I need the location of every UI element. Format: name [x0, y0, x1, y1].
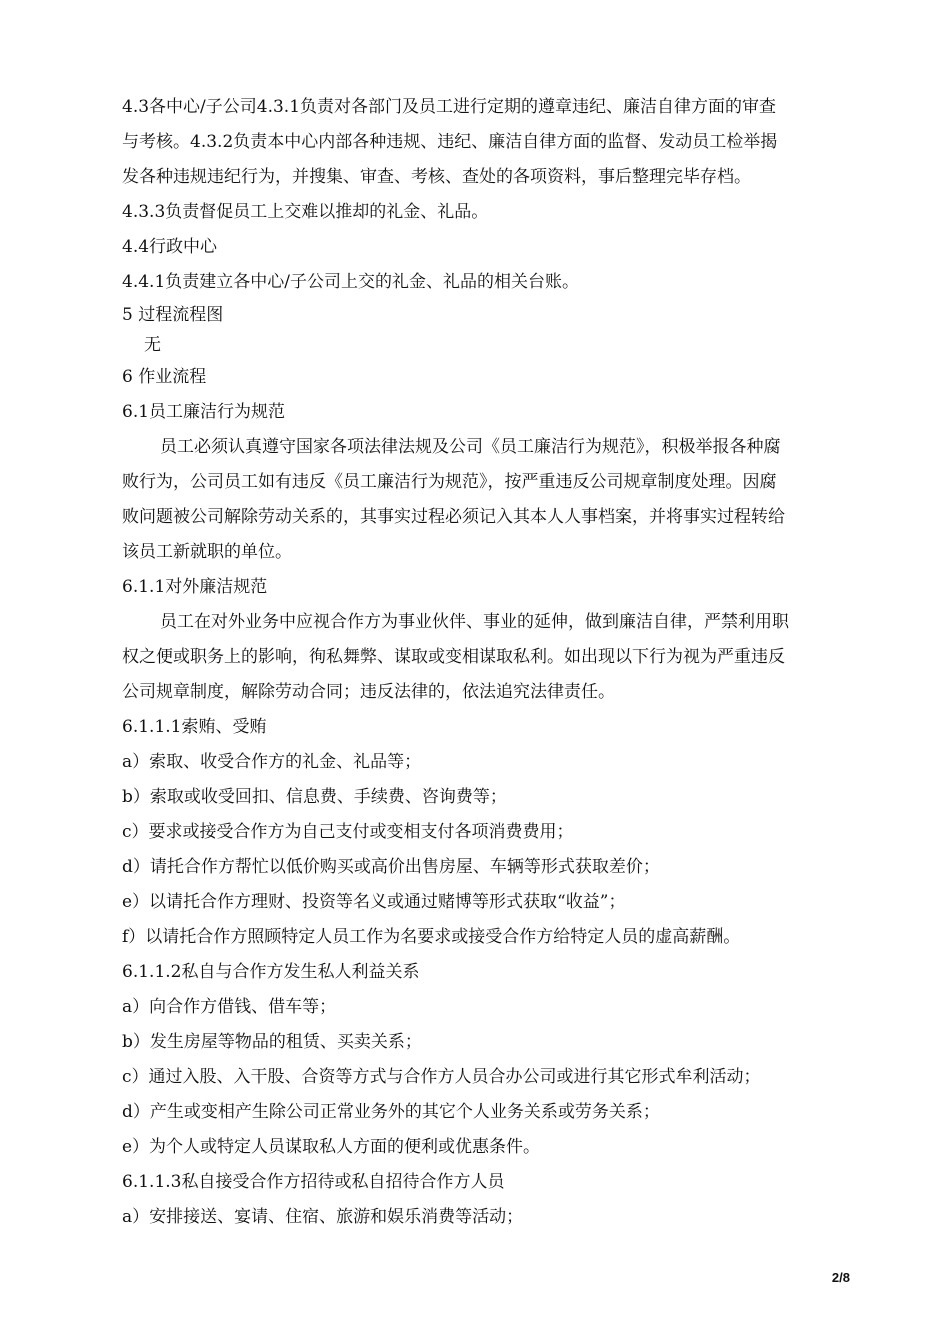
text-line: 4.4.1负责建立各中心/子公司上交的礼金、礼品的相关台账。: [122, 272, 579, 292]
paragraph-line: 公司规章制度，解除劳动合同；违反法律的，依法追究法律责任。: [122, 682, 615, 702]
paragraph-line: 败问题被公司解除劳动关系的，其事实过程必须记入其本人人事档案，并将事实过程转给: [122, 507, 785, 527]
list-item: a）索取、收受合作方的礼金、礼品等；: [122, 752, 422, 772]
text-line: 无: [144, 335, 161, 355]
section-heading: 6.1员工廉洁行为规范: [122, 402, 286, 422]
list-item: d）产生或变相产生除公司正常业务外的其它个人业务关系或劳务关系；: [122, 1102, 660, 1122]
text-line: 4.3.3负责督促员工上交难以推却的礼金、礼品。: [122, 202, 489, 222]
list-item: c）通过入股、入干股、合资等方式与合作方人员合办公司或进行其它形式牟利活动；: [122, 1067, 761, 1087]
paragraph-line: 该员工新就职的单位。: [122, 542, 292, 562]
section-heading: 4.4行政中心: [122, 237, 218, 257]
list-item: b）发生房屋等物品的租赁、买卖关系；: [122, 1032, 422, 1052]
section-heading: 6 作业流程: [122, 367, 207, 387]
section-heading: 5 过程流程图: [122, 305, 224, 325]
list-item: f）以请托合作方照顾特定人员工作为名要求或接受合作方给特定人员的虚高薪酬。: [122, 927, 741, 947]
list-item: c）要求或接受合作方为自己支付或变相支付各项消费费用；: [122, 822, 574, 842]
section-heading: 6.1.1.1索贿、受贿: [122, 717, 267, 737]
section-heading: 6.1.1对外廉洁规范: [122, 577, 268, 597]
text-line: 4.3各中心/子公司4.3.1负责对各部门及员工进行定期的遵章违纪、廉洁自律方面的审查: [122, 97, 777, 117]
list-item: e）为个人或特定人员谋取私人方面的便利或优惠条件。: [122, 1137, 541, 1157]
page-number: 2/8: [831, 1270, 850, 1285]
section-heading: 6.1.1.3私自接受合作方招待或私自招待合作方人员: [122, 1172, 505, 1192]
paragraph-line: 败行为，公司员工如有违反《员工廉洁行为规范》，按严重违反公司规章制度处理。因腐: [122, 472, 777, 492]
list-item: a）安排接送、宴请、住宿、旅游和娱乐消费等活动；: [122, 1207, 524, 1227]
list-item: b）索取或收受回扣、信息费、手续费、咨询费等；: [122, 787, 507, 807]
list-item: e）以请托合作方理财、投资等名义或通过赌博等形式获取“收益”；: [122, 892, 626, 912]
paragraph-line: 员工必须认真遵守国家各项法律法规及公司《员工廉洁行为规范》，积极举报各种腐: [160, 437, 781, 457]
section-heading: 6.1.1.2私自与合作方发生私人利益关系: [122, 962, 420, 982]
list-item: d）请托合作方帮忙以低价购买或高价出售房屋、车辆等形式获取差价；: [122, 857, 660, 877]
paragraph-line: 权之便或职务上的影响，徇私舞弊、谋取或变相谋取私利。如出现以下行为视为严重违反: [122, 647, 785, 667]
paragraph-line: 员工在对外业务中应视合作方为事业伙伴、事业的延伸，做到廉洁自律，严禁利用职: [160, 612, 789, 632]
document-body: [122, 90, 882, 1235]
text-line: 与考核。4.3.2负责本中心内部各种违规、违纪、廉洁自律方面的监督、发动员工检举揭: [122, 132, 778, 152]
text-line: 发各种违规违纪行为，并搜集、审查、考核、查处的各项资料，事后整理完毕存档。: [122, 167, 751, 187]
list-item: a）向合作方借钱、借车等；: [122, 997, 337, 1017]
